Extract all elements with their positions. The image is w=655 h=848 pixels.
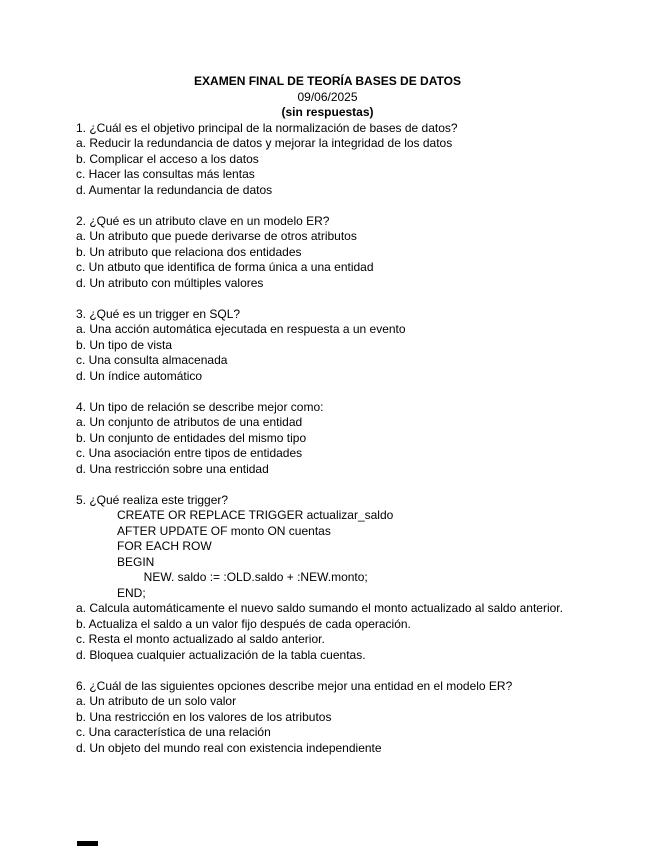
answer-option: a. Calcula automáticamente el nuevo saldo sumando el monto actualizado al saldo anterior. [76,601,563,615]
answer-option: d. Una restricción sobre una entidad [76,461,269,476]
questions-list [76,121,579,757]
question-block [76,679,579,757]
answer-option: d. Un atributo con múltiples valores [76,275,264,290]
answer-option: a. Un atributo de un solo valor [76,694,237,708]
question-text: 3. ¿Qué es un trigger en SQL? [76,306,241,321]
answer-option: b. Un tipo de vista [76,337,173,352]
code-line: END; [117,585,146,600]
answer-option: c. Hacer las consultas más lentas [76,167,255,181]
answer-option: b. Un conjunto de entidades del mismo tipo [76,430,307,445]
answer-option: c. Resta el monto actualizado al saldo anterior. [76,632,325,646]
answer-option: d. Un objeto del mundo real con existencia independiente [76,740,382,755]
answer-option: a. Un conjunto de atributos de una entidad [76,415,303,429]
sql-code-block [117,508,579,601]
document-title: EXAMEN FINAL DE TEORÍA BASES DE DATOS [194,74,461,88]
code-line: AFTER UPDATE OF monto ON cuentas [117,523,331,538]
question-block [76,214,579,292]
document-subtitle: (sin respuestas) [281,105,374,119]
question-text: 4. Un tipo de relación se describe mejor como: [76,399,324,414]
question-text: 2. ¿Qué es un atributo clave en un modelo ER? [76,213,330,228]
answer-option: a. Reducir la redundancia de datos y mejorar la integridad de los datos [76,136,453,150]
answer-option: d. Bloquea cualquier actualización de la tabla cuentas. [76,647,366,662]
question-block [76,400,579,478]
answer-option: c. Un atbuto que identifica de forma única a una entidad [76,260,374,274]
code-line: BEGIN [117,554,155,569]
document-header [76,74,579,121]
answer-option: b. Un atributo que relaciona dos entidades [76,244,302,259]
document-date: 09/06/2025 [297,89,358,104]
question-text: 5. ¿Qué realiza este trigger? [76,492,229,507]
question-text: 6. ¿Cuál de las siguientes opciones describe mejor una entidad en el modelo ER? [76,678,513,693]
answer-option: b. Actualiza el saldo a un valor fijo después de cada operación. [76,616,411,631]
code-line: FOR EACH ROW [117,539,212,553]
code-line: CREATE OR REPLACE TRIGGER actualizar_saldo [117,508,394,522]
answer-option: d. Un índice automático [76,368,203,383]
answer-option: a. Un atributo que puede derivarse de otros atributos [76,229,357,243]
answer-option: b. Complicar el acceso a los datos [76,151,259,166]
answer-option: a. Una acción automática ejecutada en respuesta a un evento [76,322,406,336]
answer-option: d. Aumentar la redundancia de datos [76,182,273,197]
answer-option: b. Una restricción en los valores de los atributos [76,709,332,724]
question-block [76,121,579,199]
code-line: NEW. saldo := :OLD.saldo + :NEW.monto; [117,570,368,584]
answer-option: c. Una consulta almacenada [76,353,228,367]
question-text: 1. ¿Cuál es el objetivo principal de la normalización de bases de datos? [76,120,458,135]
answer-option: c. Una característica de una relación [76,725,271,739]
question-block [76,307,579,385]
answer-option: c. Una asociación entre tipos de entidades [76,446,303,460]
page-edge-mark [77,841,98,846]
question-block [76,493,579,664]
